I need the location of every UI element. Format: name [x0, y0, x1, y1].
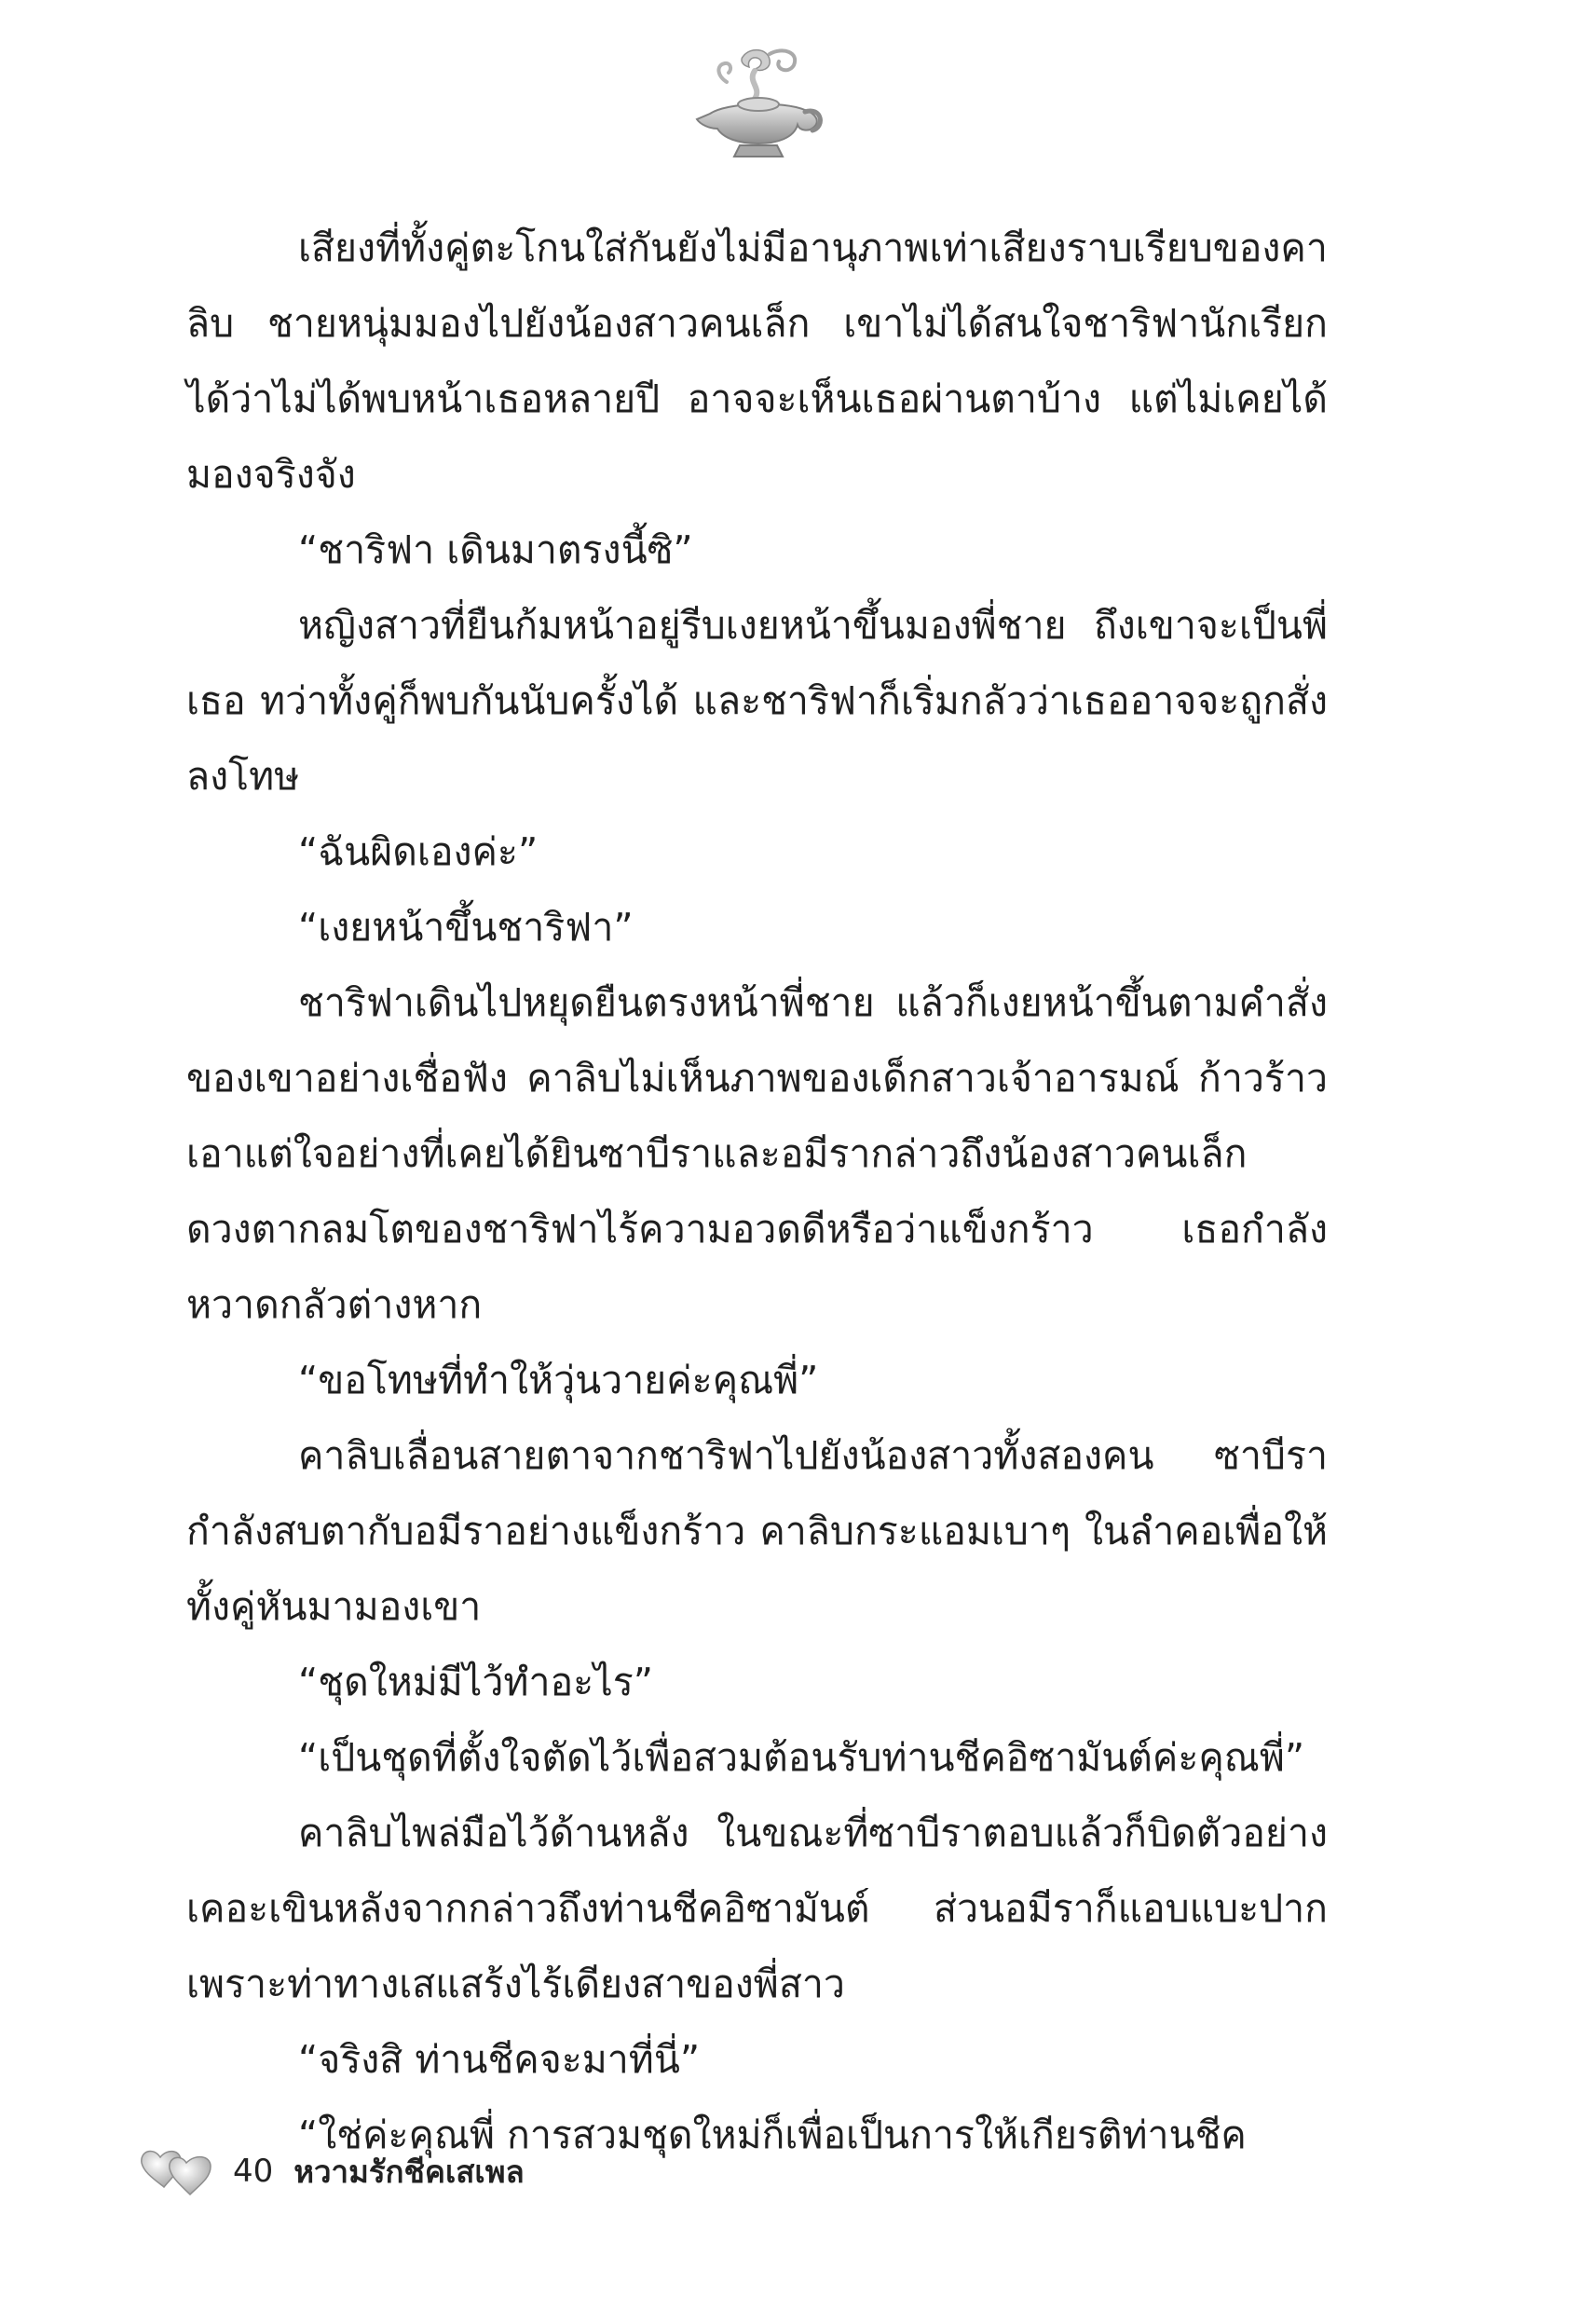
paragraph: คาลิบไพล่มือไว้ด้านหลัง ในขณะที่ซาบีราตอบแล้วก็บิดตัวอย่างเคอะเขินหลังจากกล่าวถึงท่านชีคอิซามันต์ ส่วนอมีราก็แอบแบะปากเพราะท่าทางเสแสร้งไร้เดียงสาของพี่สาว: [186, 1811, 1328, 2006]
dialogue-line: “เป็นชุดที่ตั้งใจตัดไว้เพื่อสวมต้อนรับท่านชีคอิซามันต์ค่ะคุณพี่”: [298, 1735, 1305, 1780]
page-number: 40: [233, 2153, 274, 2190]
page-footer: [140, 2134, 525, 2208]
hearts-icon: [140, 2140, 212, 2202]
dialogue-line: “ใช่ค่ะคุณพี่ การสวมชุดใหม่ก็เพื่อเป็นการให้เกียรติท่านชีค: [298, 2113, 1247, 2157]
paragraph: คาลิบเลื่อนสายตาจากชาริฟาไปยังน้องสาวทั้งสองคน ซาบีรากำลังสบตากับอมีราอย่างแข็งกร้าว คาลิบกระแอมเบาๆ ในลำคอเพื่อให้ทั้งคู่หันมามองเขา: [186, 1433, 1328, 1629]
dialogue-line: “เงยหน้าขึ้นชาริฟา”: [298, 905, 634, 950]
dialogue-line: “ฉันผิดเองค่ะ”: [298, 829, 539, 874]
page-body: [186, 211, 1328, 2173]
book-title: หวามรักชีคเสเพล: [293, 2153, 525, 2190]
dialogue-line: “ชุดใหม่มีไว้ทำอะไร”: [298, 1660, 654, 1704]
paragraph: ชาริฟาเดินไปหยุดยืนตรงหน้าพี่ชาย แล้วก็เงยหน้าขึ้นตามคำสั่งของเขาอย่างเชื่อฟัง คาลิบไม่เห็นภาพของเด็กสาวเจ้าอารมณ์ ก้าวร้าวเอาแต่ใจอย่างที่เคยได้ยินซาบีราและอมีรากล่าวถึงน้องสาวคนเล็กดวงตากลมโตของชาริฟาไร้ความอวดดีหรือว่าแข็งกร้าว เธอกำลังหวาดกลัวต่างหาก: [186, 980, 1328, 1327]
dialogue-line: “จริงสิ ท่านชีคจะมาที่นี่”: [298, 2037, 701, 2082]
paragraph: หญิงสาวที่ยืนก้มหน้าอยู่รีบเงยหน้าขึ้นมองพี่ชาย ถึงเขาจะเป็นพี่เธอ ทว่าทั้งคู่ก็พบกันนับครั้งได้ และชาริฟาก็เริ่มกลัวว่าเธออาจจะถูกสั่งลงโทษ: [186, 603, 1328, 799]
paragraph: เสียงที่ทั้งคู่ตะโกนใส่กันยังไม่มีอานุภาพเท่าเสียงราบเรียบของคาลิบ ชายหนุ่มมองไปยังน้องสาวคนเล็ก เขาไม่ได้สนใจชาริฟานักเรียกได้ว่าไม่ได้พบหน้าเธอหลายปี อาจจะเห็นเธอผ่านตาบ้าง แต่ไม่เคยได้มองจริงจัง: [186, 226, 1328, 497]
genie-lamp-icon: [689, 45, 829, 166]
dialogue-line: “ขอโทษที่ทำให้วุ่นวายค่ะคุณพี่”: [298, 1358, 819, 1402]
dialogue-line: “ชาริฟา เดินมาตรงนี้ซิ”: [298, 527, 693, 572]
